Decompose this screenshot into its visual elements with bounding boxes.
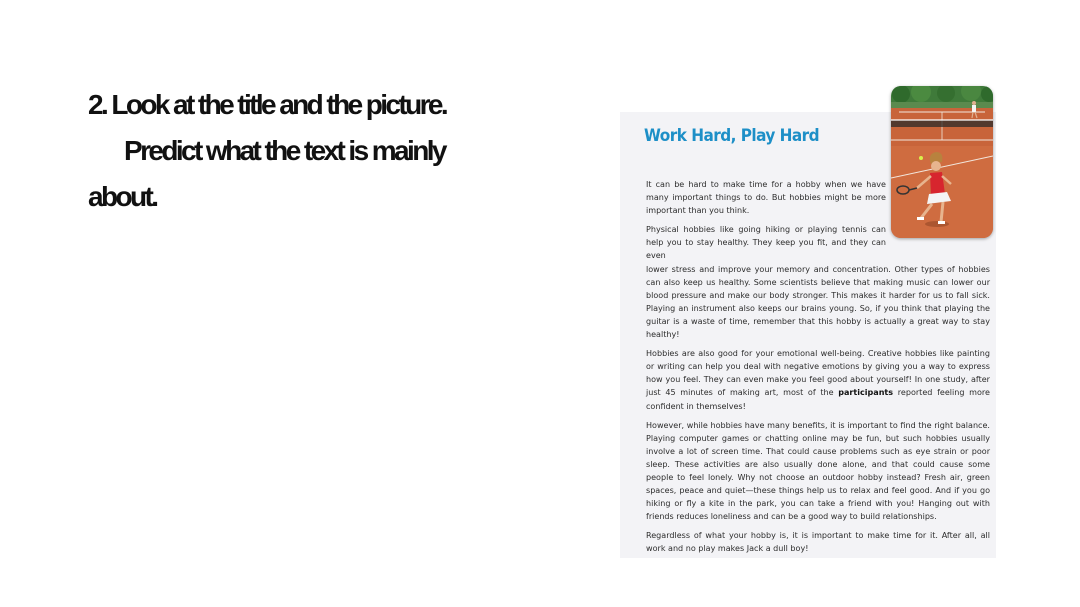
tennis-photo bbox=[891, 86, 993, 238]
paragraph-1: It can be hard to make time for a hobby when we have many important things to do. But hobbies might be more important than you think. bbox=[646, 180, 886, 216]
paragraph-3-end: reported feeling more confident in themselves! bbox=[646, 388, 991, 411]
prompt-line-3: about. bbox=[88, 181, 157, 212]
prompt-line-1: 2. Look at the title and the picture. bbox=[88, 89, 447, 120]
article-title: Work Hard, Play Hard bbox=[644, 126, 820, 146]
paragraph-4: However, while hobbies have many benefits, it is important to find the right balance. Playing computer games or chatting online may be fun, but such hobbies usually involve a lot of screen time. That could cause problems such as eye strain or poor sleep. These activities are also usually done alone, and that could cause some people to feel lonely. Why not choose an outdoor hobby instead? Fresh air, green spaces, peace and quiet—these things help us to relax and feel good. And if you go hiking or fly a kite in the park, you can take a friend with you! Hanging out with friends reduces loneliness and can be a good way to build relationships. bbox=[646, 420, 990, 522]
paragraph-2-start: Physical hobbies like going hiking or playing tennis can help you to stay healthy. They keep you fit, and they can even bbox=[646, 225, 886, 261]
question-prompt bbox=[88, 82, 548, 220]
prompt-line-2: Predict what the text is mainly bbox=[124, 135, 445, 166]
paragraph-2-rest: lower stress and improve your memory and concentration. Other types of hobbies can also keep us healthy. Some scientists believe that making music can lower our blood pressure and make our body stronger. This makes it harder for us to fall sick. Playing an instrument also keeps our brains young. So, if you think that playing the guitar is a waste of time, remember that this hobby is actually a great way to stay healthy! bbox=[646, 264, 990, 340]
tennis-court-illustration bbox=[891, 86, 993, 238]
paragraph-2 bbox=[646, 223, 990, 341]
keyword-participants: participants bbox=[838, 388, 894, 398]
paragraph-3-start: Hobbies are also good for your emotional well-being. Creative hobbies like painting or writing can help you deal with negative emotions by giving you a way to express how you feel. They can even make you feel good about yourself! In one study, after just 45 minutes of making art, most of the bbox=[646, 349, 990, 398]
paragraph-3 bbox=[646, 347, 990, 412]
paragraph-5: Regardless of what your hobby is, it is important to make time for it. After all, all work and no play makes Jack a dull boy! bbox=[646, 531, 990, 554]
